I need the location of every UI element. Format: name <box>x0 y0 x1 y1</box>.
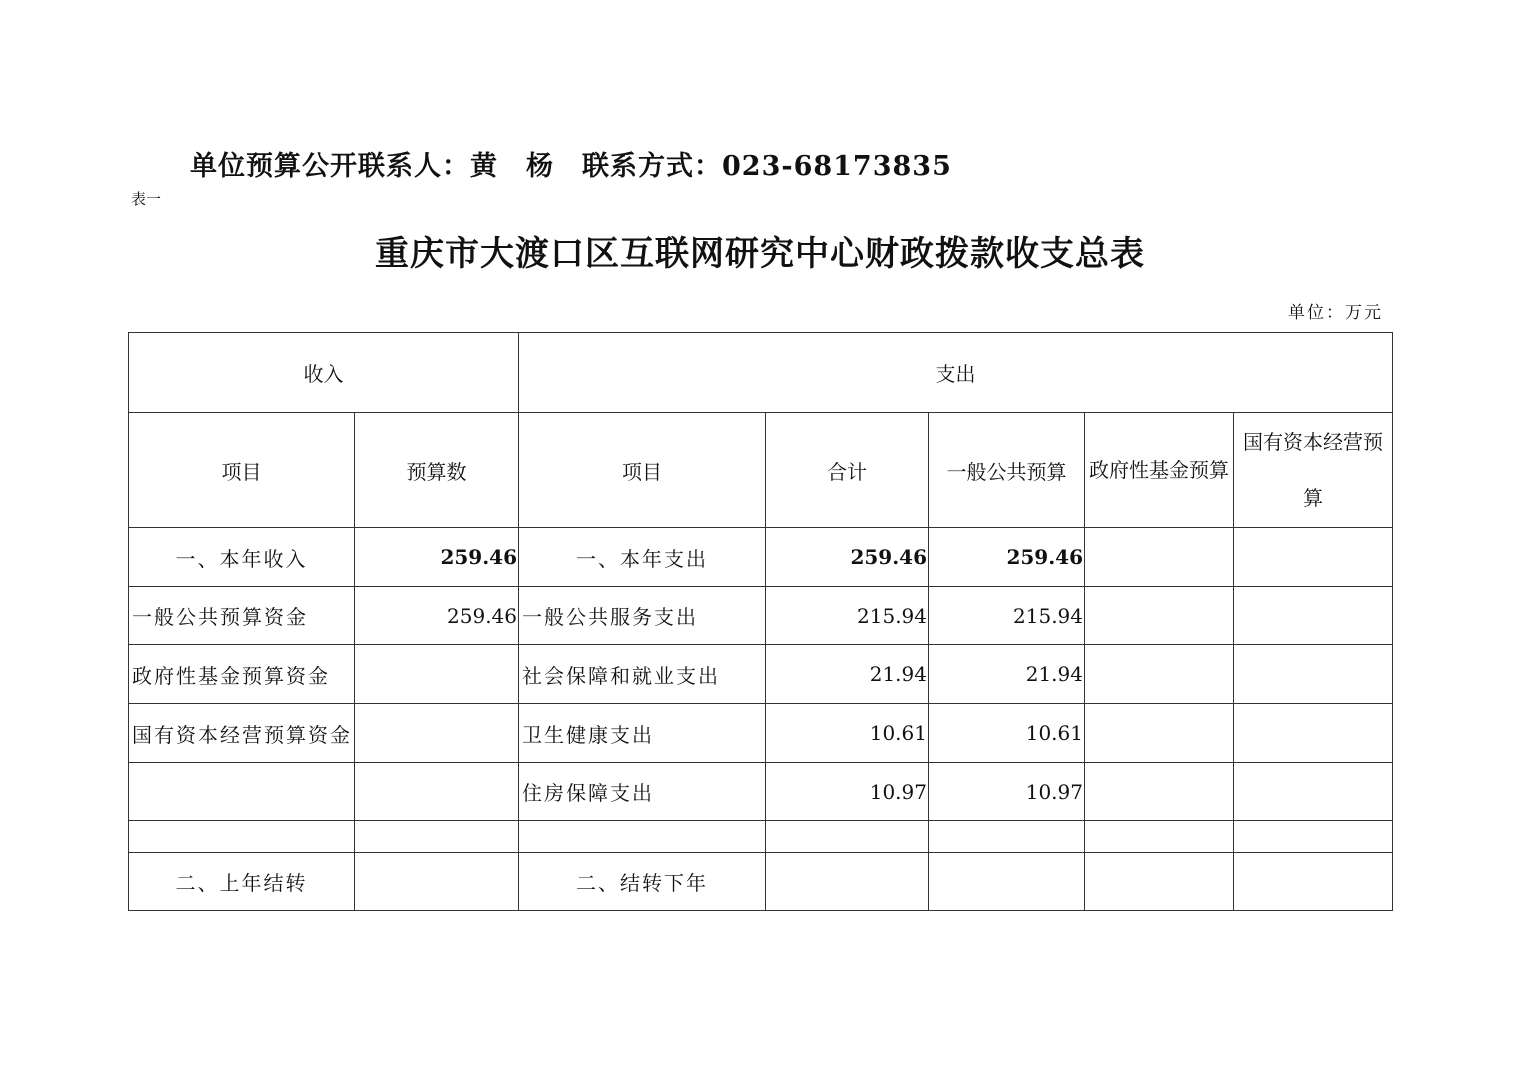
general-cell <box>929 821 1085 853</box>
unit-label: 单位：万元 <box>1288 303 1383 323</box>
income-item-cell <box>129 763 355 821</box>
expense-item-cell: 住房保障支出 <box>519 763 766 821</box>
table-row <box>129 645 1393 704</box>
general-budget-header: 一般公共预算 <box>929 413 1085 528</box>
income-value-cell: 259.46 <box>355 528 519 587</box>
table-row <box>129 821 1393 853</box>
contact-name: 黄 杨 <box>470 151 554 182</box>
expense-item-cell: 一般公共服务支出 <box>519 587 766 645</box>
gov-fund-cell <box>1085 763 1234 821</box>
header-row-columns <box>129 413 1393 528</box>
income-item-header: 项目 <box>129 413 355 528</box>
income-value-cell <box>355 853 519 911</box>
page-title: 重庆市大渡口区互联网研究中心财政拨款收支总表 <box>375 234 1145 274</box>
expense-item-cell <box>519 821 766 853</box>
expense-item-cell: 卫生健康支出 <box>519 704 766 763</box>
gov-fund-cell <box>1085 853 1234 911</box>
expense-item-cell: 社会保障和就业支出 <box>519 645 766 704</box>
state-capital-cell <box>1234 821 1393 853</box>
total-cell: 215.94 <box>766 587 929 645</box>
table-row <box>129 528 1393 587</box>
expense-item-header: 项目 <box>519 413 766 528</box>
total-cell <box>766 853 929 911</box>
total-cell: 259.46 <box>766 528 929 587</box>
general-cell <box>929 853 1085 911</box>
total-cell: 10.61 <box>766 704 929 763</box>
income-item-cell <box>129 821 355 853</box>
gov-fund-cell <box>1085 704 1234 763</box>
state-capital-cell <box>1234 704 1393 763</box>
expense-item-cell: 一、本年支出 <box>519 528 766 587</box>
general-cell: 10.97 <box>929 763 1085 821</box>
gov-fund-cell <box>1085 587 1234 645</box>
general-cell: 21.94 <box>929 645 1085 704</box>
total-cell: 21.94 <box>766 645 929 704</box>
state-capital-cell <box>1234 528 1393 587</box>
general-cell: 10.61 <box>929 704 1085 763</box>
contact-method-label: 联系方式： <box>582 151 722 182</box>
income-item-cell: 一、本年收入 <box>129 528 355 587</box>
income-value-cell <box>355 645 519 704</box>
table-number: 表一 <box>131 190 162 208</box>
income-value-cell <box>355 821 519 853</box>
state-capital-cell <box>1234 645 1393 704</box>
total-cell: 10.97 <box>766 763 929 821</box>
state-capital-cell <box>1234 853 1393 911</box>
contact-line <box>190 144 952 183</box>
income-item-cell: 国有资本经营预算资金 <box>129 704 355 763</box>
table-row <box>129 704 1393 763</box>
contact-label: 单位预算公开联系人： <box>190 151 470 182</box>
state-capital-cell <box>1234 763 1393 821</box>
income-item-cell: 政府性基金预算资金 <box>129 645 355 704</box>
income-item-cell: 一般公共预算资金 <box>129 587 355 645</box>
income-value-cell <box>355 763 519 821</box>
gov-fund-cell <box>1085 645 1234 704</box>
income-budget-header: 预算数 <box>355 413 519 528</box>
state-capital-cell <box>1234 587 1393 645</box>
income-header: 收入 <box>129 333 519 413</box>
gov-fund-budget-header: 政府性基金预算 <box>1085 413 1234 528</box>
table-row <box>129 853 1393 911</box>
gov-fund-cell <box>1085 528 1234 587</box>
total-header: 合计 <box>766 413 929 528</box>
income-item-cell: 二、上年结转 <box>129 853 355 911</box>
header-row-top <box>129 333 1393 413</box>
state-capital-budget-header: 国有资本经营预算 <box>1234 413 1393 528</box>
income-value-cell: 259.46 <box>355 587 519 645</box>
budget-table <box>128 332 1393 911</box>
general-cell: 259.46 <box>929 528 1085 587</box>
gov-fund-cell <box>1085 821 1234 853</box>
table-row <box>129 763 1393 821</box>
expense-header: 支出 <box>519 333 1393 413</box>
income-value-cell <box>355 704 519 763</box>
total-cell <box>766 821 929 853</box>
table-row <box>129 587 1393 645</box>
general-cell: 215.94 <box>929 587 1085 645</box>
contact-phone: 023-68173835 <box>722 151 952 182</box>
expense-item-cell: 二、结转下年 <box>519 853 766 911</box>
